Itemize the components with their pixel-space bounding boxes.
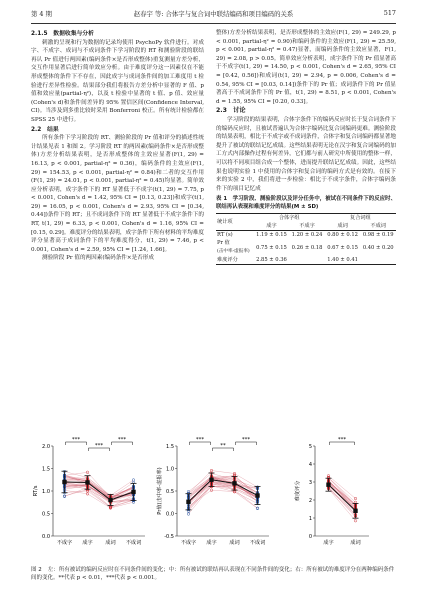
table-cell: 0.26 ± 0.18 xyxy=(291,244,323,251)
significance-label: *** xyxy=(94,443,104,450)
table-cell: 1.19 ± 0.15 xyxy=(256,232,287,239)
x-tick-label: 成字 xyxy=(206,540,217,546)
participant-line xyxy=(65,488,88,497)
y-tick-label: 1.5 xyxy=(42,466,50,473)
table-cell: 0.40 ± 0.20 xyxy=(362,244,394,251)
y-axis-label: Pr值(击中率-虚报率) xyxy=(157,467,163,515)
paragraph: 学习阶段的结果表明，合体字条件下的编码反应时长于复合词条件下的编码反应时，且被试普遍认为合体字编码比复合词编码更难。测验阶段的结果表明，相比于不成字或不成词条件，合体字和复合词编码都显著地提升了被试的联结记忆成绩。这些结果表明无论在汉字和复合词编码的加工方式内部操作过程有何差异，它们都与前人研究中所使用的整体一样，可以将不同项目组合成一个整体，进而提升联结记忆成绩。因此，这些结果也说明实验 1 中使用的合体字和复合词的编码方式是有效的。在接下来的实验 2 中，我们将进一步检验：相比于不成字条件，合体字编码条件下的项目记忆成 xyxy=(216,116,396,192)
difficulty-chart xyxy=(293,432,373,562)
table-row-label: Pr 值 xyxy=(217,240,230,247)
table-row-sublabel: (击中率-虚报率) xyxy=(217,249,250,255)
paragraph: 整体)方差分析结果表明，是否形成整体的主效应(F(1, 29) = 249.29, p < 0.001, partial-η² = 0.90)和编码条件的主效应(F(1, 29) = 25.59, p < 0.001, partial-η² = 0.47)显著，而编码条件的主效应显著，F(1, 29) = 2.08, p > 0.05。简单效应分析表明，成字条件下的 Pr 值显著高于不成字(t(1, 29) = 14.50, p < 0.001, Cohen's d = 2.65, 95% CI = [0.42, 0.56])和成词(t(1, 29) = 2.94, p = 0.006, Cohen's d = 0.54, 95% CI = [0.03, 0.14])条件下的 Pr 值；成词条件下的 Pr 值显著高于不成词条件下的 Pr 值，t(1, 29) = 8.51, p < 0.001, Cohen's d = 1.55, 95% CI = [0.20, 0.33]。 xyxy=(216,30,396,105)
significance-label: *** xyxy=(241,437,251,444)
table-cell: 1.40 ± 0.41 xyxy=(327,257,358,264)
participant-point xyxy=(187,513,190,516)
table-cell xyxy=(289,256,325,265)
y-tick-label: 2 xyxy=(308,497,312,504)
table-col-label: 成词 xyxy=(337,223,348,230)
table-row-label: 难度评分 xyxy=(217,257,238,264)
participant-line xyxy=(111,500,134,507)
participant-line xyxy=(329,482,356,508)
figure-caption xyxy=(31,566,397,582)
y-tick-label: 1 xyxy=(308,515,312,522)
pr-chart xyxy=(155,432,273,562)
table-title: 表 1 学习阶段、测验阶段以及评分任务中，被试在不同条件下的反应时、联结再认表现和难度评分的结果(M ± SD) xyxy=(216,196,396,210)
table-cell: 1.20 ± 0.24 xyxy=(291,232,323,239)
table-group-hanzi: 合体字组 xyxy=(278,215,300,222)
figure-2 xyxy=(31,432,397,562)
paragraph: 所有条件下学习阶段的 RT、测验阶段的 Pr 值和评分的描述性统计结果见表 1 和图 2。学习阶段 RT 的两因素(编码条件×是否形成整体)方差分析结果表明，是否形成整体的主效应显著(F(1, 29) = 16.13, p < 0.001, partial-η² = 0.36)，编码条件的主效应(F(1, 29) = 154.53, p < 0.001, partial-η² = 0.84)和二者的交互作用(F(1, 29) = 24.01, p < 0.001, partial-η² = 0.45)均显著。简单效应分析表明，成字条件下的 RT 显著低于不成字(t(1, 29) = 7.75, p < 0.001, Cohen's d = 1.42, 95% CI = [0.13, 0.23])和成字(t(1, 29) = 16.05, p < 0.001, Cohen's d = 2.93, 95% CI = [0.34, 0.44])条件下的 RT；且不成词条件下的 RT 显著低于不成字条件下的 RT, t(1, 29) = 6.33, p < 0.001, Cohen's d = 1.16, 95% CI = [0.15, 0.29]。难度评分的结果表明，成字条件下所有材料的平均难度评分显著高于成词条件下的平均难度得分，t(1, 29) = 7.46, p < 0.001, Cohen's d = 2.59, 95% CI = [1.24, 1.66]。 xyxy=(31,135,204,253)
y-tick-label: 0.0 xyxy=(42,533,50,540)
participant-line xyxy=(65,472,88,475)
participant-point xyxy=(354,497,357,500)
participant-line xyxy=(65,491,88,493)
x-tick-label: 不成字 xyxy=(56,540,73,546)
y-tick-label: 0.5 xyxy=(42,511,50,518)
table-cell: 0.75 ± 0.15 xyxy=(256,244,287,251)
section-heading: 2.3 讨论 xyxy=(216,107,246,115)
x-tick-label: 不成词 xyxy=(249,540,266,546)
y-tick-label: 0 xyxy=(308,533,312,540)
table-row-label: RT (s) xyxy=(217,232,233,239)
x-tick-label: 成字 xyxy=(82,540,93,546)
participant-line xyxy=(212,471,235,474)
y-tick-label: 4 xyxy=(308,461,312,468)
rt-chart xyxy=(31,432,149,562)
significance-label: *** xyxy=(117,437,127,444)
table-cell: 2.85 ± 0.36 xyxy=(256,257,287,264)
x-tick-label: 成词 xyxy=(350,540,361,546)
running-header xyxy=(31,9,396,21)
y-tick-label: 5 xyxy=(308,443,312,450)
table-col-label: 成字 xyxy=(266,223,277,230)
figure-number: 图 2 xyxy=(31,567,42,573)
paragraph: 刺激的呈现和行为数据的记录均使用 PsychoPy 软件进行。对成字、不成字、成词与不成词条件下学习阶段的 RT 和测验阶段的联结再认 Pr 值进行两因素(编码条件×是否形成整体)重复测量方差分析，交互作用显著后进行简单效应分析。由于难度评分这一因素仅在不能形成整体的条件下不存在，因此成字与成词条件间的加工难度用 t 检验进行差异性检验。结果部分我们将报告方差分析中显著的 F 值、p 值和效应量(partial-η²)，以及 t 检验中显著的 t 值、p 值、效应量(Cohen's d)和条件间差异的 95% 置信区间(Confidence Interval, CI)。当涉及到多重比较时采用 Bonferroni 校正。所有统计检验都在 SPSS 25 中进行。 xyxy=(31,39,204,123)
table-cell: 0.80 ± 0.12 xyxy=(327,232,358,239)
section-heading: 2.2 结果 xyxy=(31,126,59,133)
table-col-label: 不成词 xyxy=(370,223,386,230)
y-tick-label: 0.5 xyxy=(166,488,174,495)
right-column xyxy=(216,29,396,265)
significance-label: *** xyxy=(71,437,81,444)
y-tick-label: 0.0 xyxy=(166,511,174,518)
participant-line xyxy=(65,487,88,488)
x-tick-label: 不成字 xyxy=(180,540,197,546)
y-tick-label: -0.5 xyxy=(164,533,174,540)
header-rule xyxy=(31,23,396,24)
y-tick-label: 2.0 xyxy=(42,443,50,450)
left-column xyxy=(31,29,204,263)
significance-label: *** xyxy=(337,437,347,444)
table-stat-header: 统计项 xyxy=(217,219,233,226)
x-tick-label: 成字 xyxy=(323,540,334,546)
figure-caption-text: 左：所有被试的编码反应时在不同条件间的变化；中：所有被试的联结再认表现在不同条件间的变化；右：所有被试的难度评分在两种编码条件间的变化。**代表 p < 0.01，***代表 p < 0.001。 xyxy=(31,567,395,581)
x-tick-label: 成词 xyxy=(105,540,116,546)
y-axis-label: 难度评分 xyxy=(295,480,301,502)
y-tick-label: 3 xyxy=(308,479,312,486)
table-cell: 0.98 ± 0.19 xyxy=(362,232,394,239)
participant-line xyxy=(189,480,212,509)
significance-label: ** xyxy=(220,443,226,450)
section-heading: 2.1.5 数据收集与分析 xyxy=(31,31,94,37)
y-tick-label: 1.5 xyxy=(166,443,174,450)
y-tick-label: 1.0 xyxy=(42,488,50,495)
y-tick-label: 1.0 xyxy=(166,466,174,473)
paragraph: 测验阶段 Pr 值的两因素(编码条件×是否形成 xyxy=(42,255,154,262)
table-row xyxy=(216,239,396,256)
issue-label: 第 4 期 xyxy=(31,10,52,18)
right-column-text xyxy=(216,29,396,193)
table-col-label: 不成字 xyxy=(299,223,315,230)
table-group-word: 复合词组 xyxy=(350,215,371,222)
participant-point xyxy=(132,479,135,482)
significance-label: *** xyxy=(195,437,205,444)
participant-line xyxy=(329,488,356,512)
x-tick-label: 不成词 xyxy=(125,540,142,546)
table-cell xyxy=(360,256,396,265)
page-number: 517 xyxy=(383,9,396,17)
table-cell: 0.67 ± 0.15 xyxy=(327,244,358,251)
mean-line xyxy=(329,485,356,511)
table-row xyxy=(216,231,396,240)
y-axis-label: RT/s xyxy=(33,485,39,497)
results-table xyxy=(216,213,396,265)
table-row xyxy=(216,256,396,265)
running-title: 赵春宇 等: 合体字与复合词中联结编码和项目编码的关系 xyxy=(133,10,294,18)
x-tick-label: 成词 xyxy=(229,540,240,546)
